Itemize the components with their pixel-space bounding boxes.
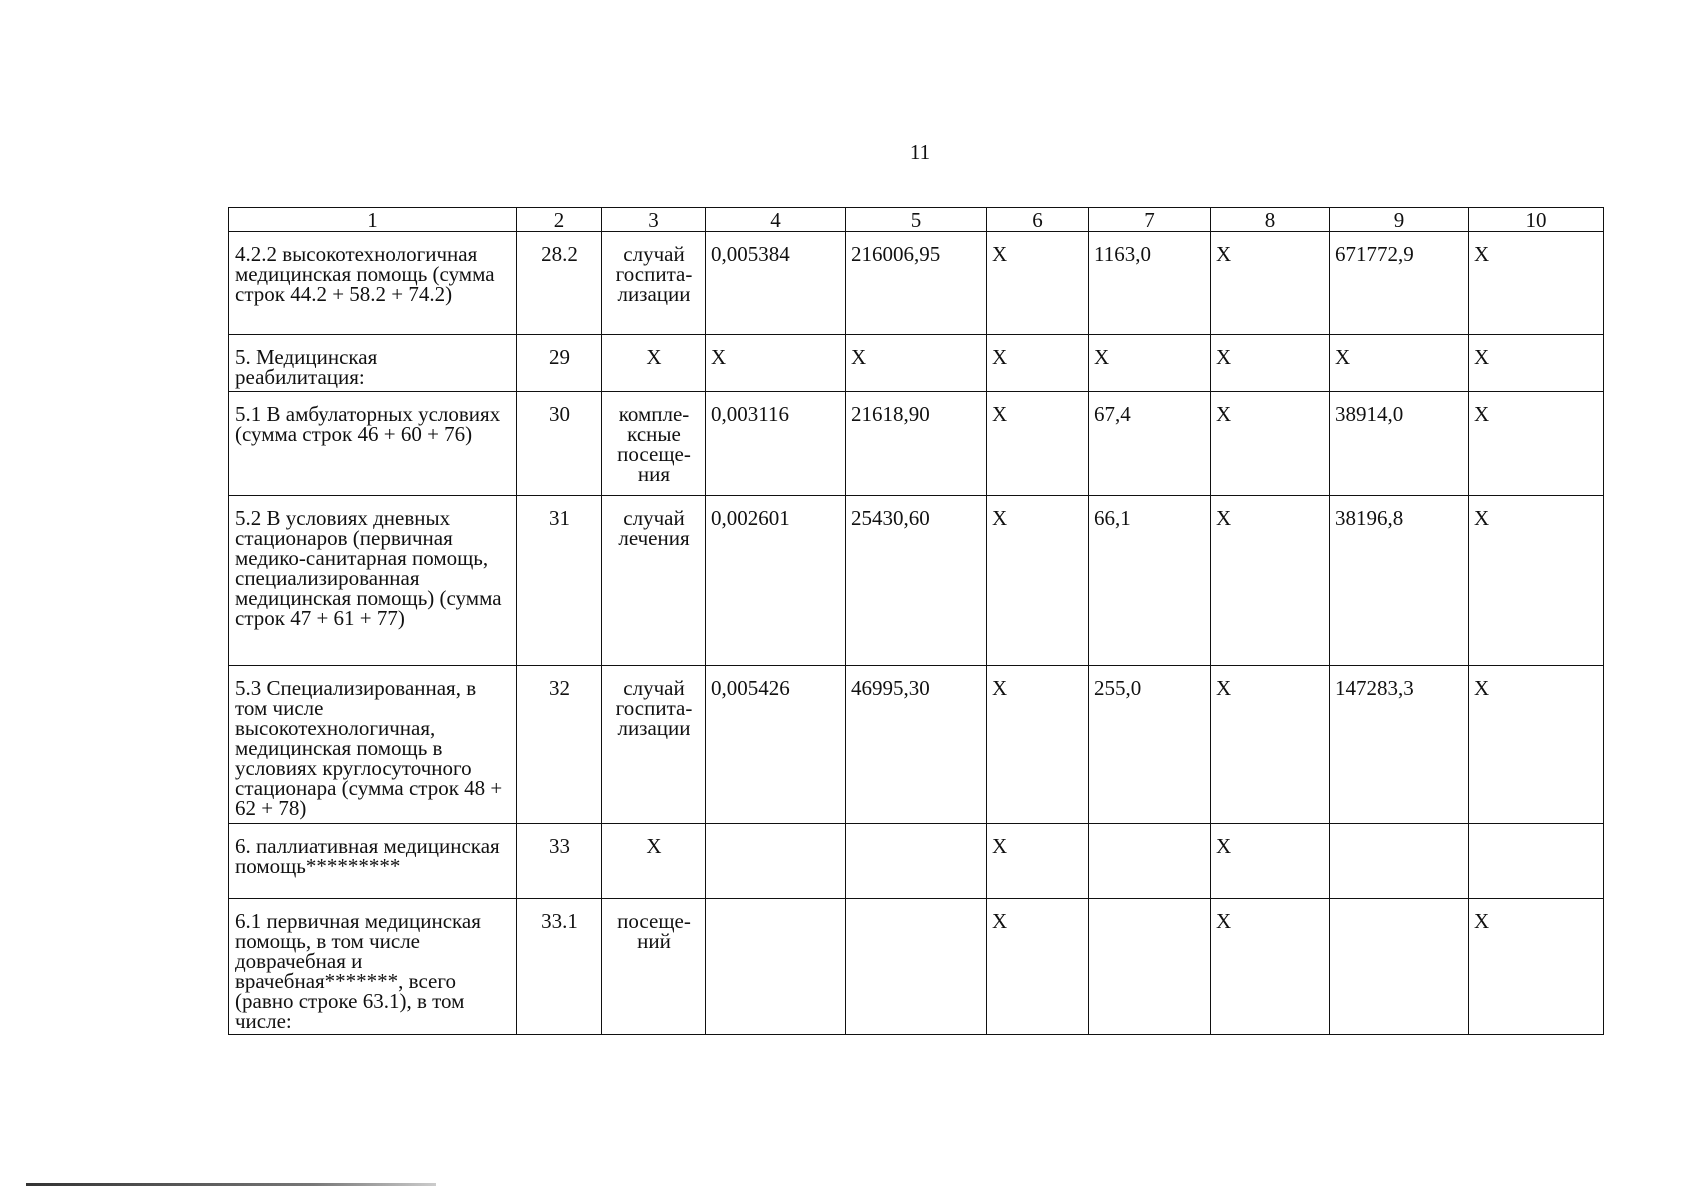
cell-col4: 0,003116 bbox=[706, 392, 846, 496]
cell-col10: X bbox=[1469, 496, 1604, 666]
cell-col6: X bbox=[987, 335, 1089, 392]
row-unit: посеще-ний bbox=[602, 899, 706, 1035]
row-name: 5. Медицинская реабилитация: bbox=[229, 335, 517, 392]
column-header: 5 bbox=[846, 208, 987, 232]
table-row bbox=[229, 899, 1604, 1035]
row-number: 33.1 bbox=[517, 899, 602, 1035]
cell-col4: X bbox=[706, 335, 846, 392]
table-row bbox=[229, 335, 1604, 392]
row-name: 5.2 В условиях дневных стационаров (первичная медико-санитарная помощь, специализированная медицинская помощь) (сумма строк 47 + 61 + 77) bbox=[229, 496, 517, 666]
row-number: 33 bbox=[517, 824, 602, 899]
cell-col9 bbox=[1330, 824, 1469, 899]
cell-col8: X bbox=[1211, 496, 1330, 666]
cell-col10: X bbox=[1469, 899, 1604, 1035]
column-header: 4 bbox=[706, 208, 846, 232]
column-header: 9 bbox=[1330, 208, 1469, 232]
cell-col6: X bbox=[987, 899, 1089, 1035]
column-header: 7 bbox=[1089, 208, 1211, 232]
cell-col10: X bbox=[1469, 335, 1604, 392]
cell-col8: X bbox=[1211, 899, 1330, 1035]
page-number: 11 bbox=[909, 140, 931, 164]
column-header: 1 bbox=[229, 208, 517, 232]
cell-col6: X bbox=[987, 496, 1089, 666]
cell-col7 bbox=[1089, 899, 1211, 1035]
cell-col8: X bbox=[1211, 232, 1330, 335]
cell-col10: X bbox=[1469, 666, 1604, 824]
cell-col10: X bbox=[1469, 392, 1604, 496]
cell-col10: X bbox=[1469, 232, 1604, 335]
cell-col7 bbox=[1089, 824, 1211, 899]
cell-col5: 21618,90 bbox=[846, 392, 987, 496]
row-unit: случай лечения bbox=[602, 496, 706, 666]
data-table bbox=[228, 207, 1604, 1035]
row-name: 5.3 Специализированная, в том числе высокотехнологичная, медицинская помощь в условиях круглосуточного стационара (сумма строк 48 + 62 + 78) bbox=[229, 666, 517, 824]
cell-col7: 255,0 bbox=[1089, 666, 1211, 824]
footnote-rule bbox=[26, 1183, 436, 1186]
column-header: 6 bbox=[987, 208, 1089, 232]
cell-col8: X bbox=[1211, 666, 1330, 824]
cell-col5: 216006,95 bbox=[846, 232, 987, 335]
cell-col5: 25430,60 bbox=[846, 496, 987, 666]
cell-col9: 147283,3 bbox=[1330, 666, 1469, 824]
table-row bbox=[229, 824, 1604, 899]
row-unit: случай госпита-лизации bbox=[602, 666, 706, 824]
cell-col5 bbox=[846, 824, 987, 899]
row-name: 5.1 В амбулаторных условиях (сумма строк 46 + 60 + 76) bbox=[229, 392, 517, 496]
cell-col6: X bbox=[987, 392, 1089, 496]
cell-col7: X bbox=[1089, 335, 1211, 392]
row-number: 30 bbox=[517, 392, 602, 496]
cell-col5: X bbox=[846, 335, 987, 392]
cell-col8: X bbox=[1211, 392, 1330, 496]
cell-col9 bbox=[1330, 899, 1469, 1035]
row-number: 32 bbox=[517, 666, 602, 824]
cell-col9: 38196,8 bbox=[1330, 496, 1469, 666]
cell-col5: 46995,30 bbox=[846, 666, 987, 824]
row-number: 31 bbox=[517, 496, 602, 666]
cell-col9: 671772,9 bbox=[1330, 232, 1469, 335]
column-header: 8 bbox=[1211, 208, 1330, 232]
row-unit: компле-ксные посеще-ния bbox=[602, 392, 706, 496]
row-unit: случай госпита-лизации bbox=[602, 232, 706, 335]
header-row bbox=[229, 208, 1604, 232]
column-header: 2 bbox=[517, 208, 602, 232]
cell-col4 bbox=[706, 899, 846, 1035]
cell-col6: X bbox=[987, 666, 1089, 824]
cell-col9: 38914,0 bbox=[1330, 392, 1469, 496]
cell-col10 bbox=[1469, 824, 1604, 899]
cell-col5 bbox=[846, 899, 987, 1035]
table-row bbox=[229, 496, 1604, 666]
table-row bbox=[229, 232, 1604, 335]
row-name: 6.1 первичная медицинская помощь, в том числе доврачебная и врачебная*******, всего (равно строке 63.1), в том числе: bbox=[229, 899, 517, 1035]
row-number: 29 bbox=[517, 335, 602, 392]
cell-col7: 66,1 bbox=[1089, 496, 1211, 666]
column-header: 10 bbox=[1469, 208, 1604, 232]
row-number: 28.2 bbox=[517, 232, 602, 335]
cell-col4: 0,005384 bbox=[706, 232, 846, 335]
cell-col4: 0,002601 bbox=[706, 496, 846, 666]
row-unit: X bbox=[602, 824, 706, 899]
cell-col7: 67,4 bbox=[1089, 392, 1211, 496]
cell-col8: X bbox=[1211, 824, 1330, 899]
row-name: 6. паллиативная медицинская помощь********* bbox=[229, 824, 517, 899]
table-row bbox=[229, 392, 1604, 496]
cell-col8: X bbox=[1211, 335, 1330, 392]
table-row bbox=[229, 666, 1604, 824]
cell-col4: 0,005426 bbox=[706, 666, 846, 824]
cell-col6: X bbox=[987, 232, 1089, 335]
row-unit: X bbox=[602, 335, 706, 392]
cell-col9: X bbox=[1330, 335, 1469, 392]
column-header: 3 bbox=[602, 208, 706, 232]
cell-col6: X bbox=[987, 824, 1089, 899]
row-name: 4.2.2 высокотехнологичная медицинская помощь (сумма строк 44.2 + 58.2 + 74.2) bbox=[229, 232, 517, 335]
cell-col4 bbox=[706, 824, 846, 899]
cell-col7: 1163,0 bbox=[1089, 232, 1211, 335]
